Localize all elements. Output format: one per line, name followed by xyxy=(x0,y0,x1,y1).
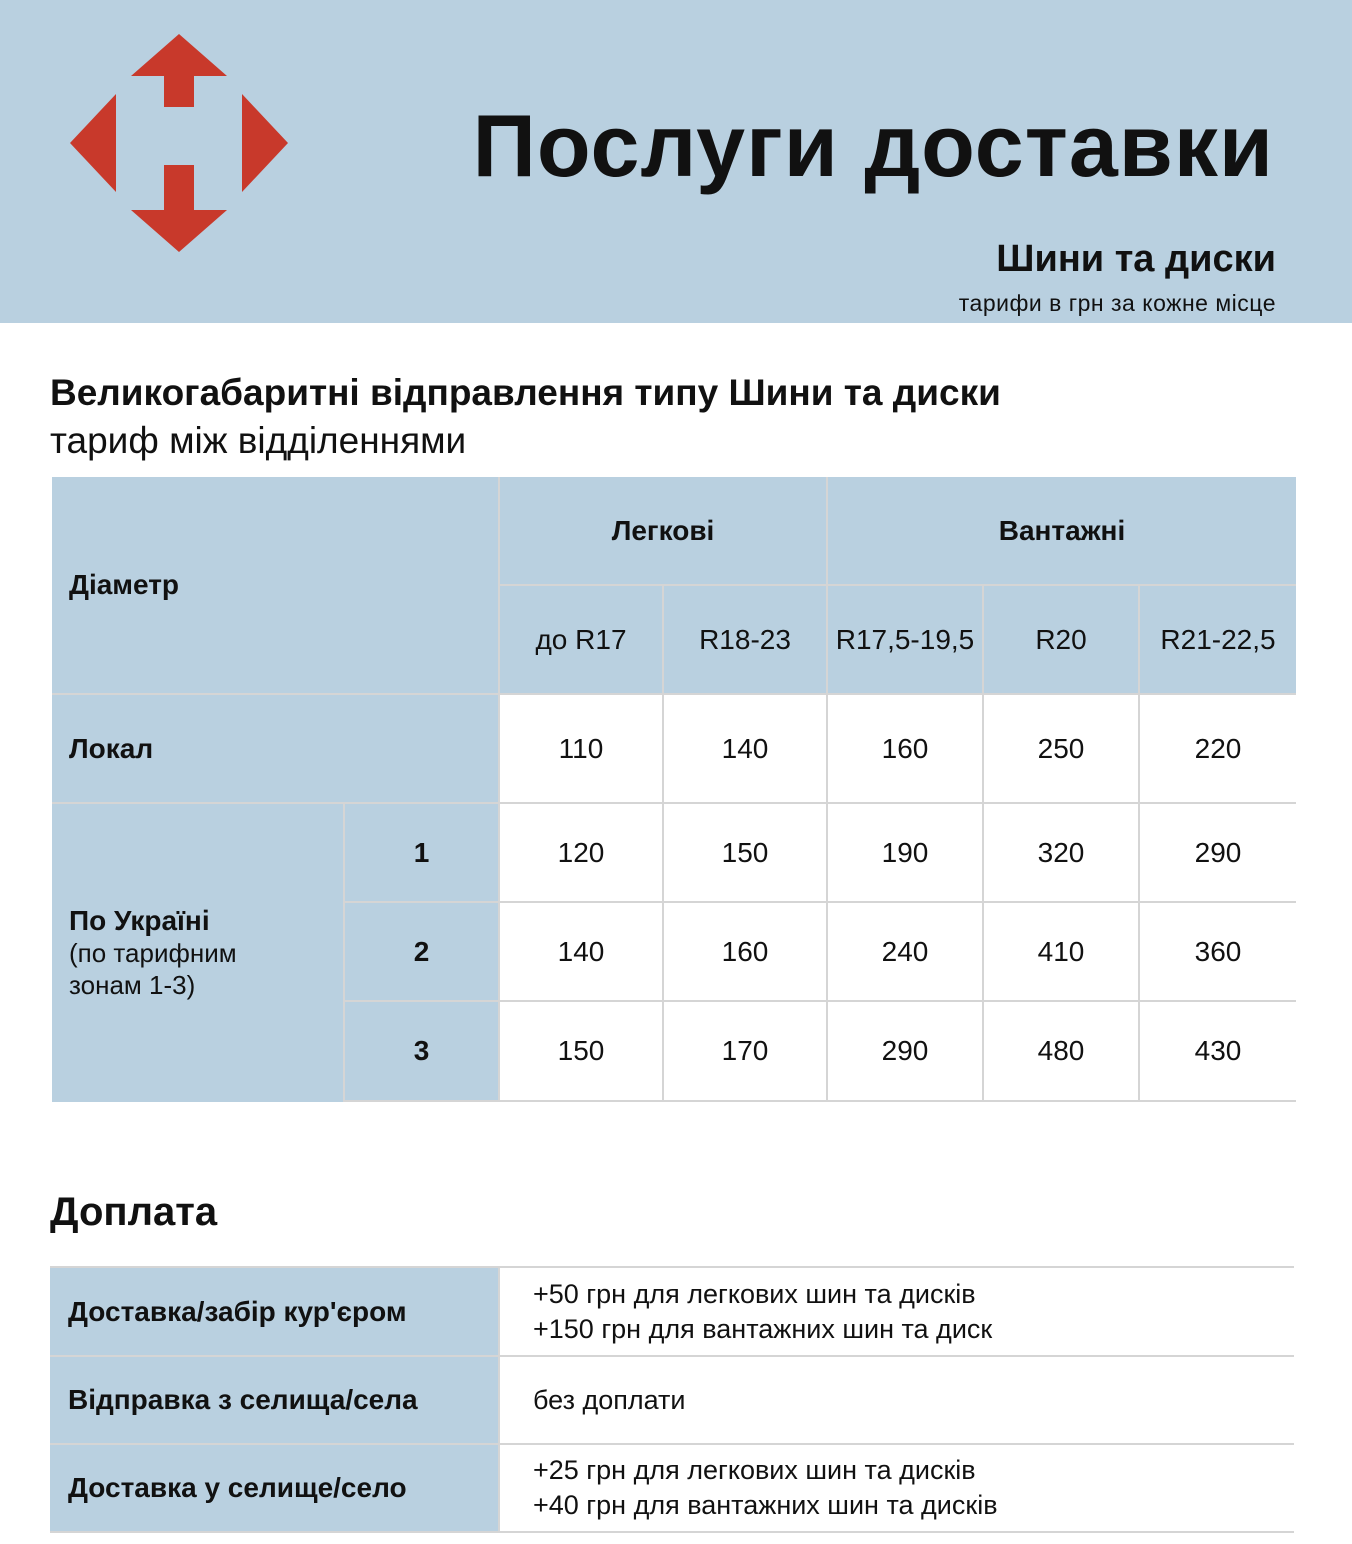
column-header: R18-23 xyxy=(664,586,826,693)
group-header-trucks: Вантажні xyxy=(828,477,1296,584)
table-cell: 170 xyxy=(664,1002,826,1100)
row-label-local: Локал xyxy=(52,695,498,802)
table-cell: 480 xyxy=(984,1002,1138,1100)
surcharge-row xyxy=(50,1357,1294,1443)
page-title: Послуги доставки xyxy=(472,96,1274,195)
table-cell: 430 xyxy=(1140,1002,1296,1100)
column-header: R20 xyxy=(984,586,1138,693)
surcharge-row xyxy=(50,1268,1294,1355)
row-label-ukraine xyxy=(52,804,343,1102)
surcharge-value-line: +25 грн для легкових шин та дисків xyxy=(533,1455,976,1485)
logo-left-chevron xyxy=(70,94,116,192)
table-cell: 220 xyxy=(1140,695,1296,802)
surcharge-value-line: без доплати xyxy=(533,1384,686,1415)
surcharge-label: Доставка/забір кур'єром xyxy=(50,1268,498,1355)
surcharge-label: Відправка з селища/села xyxy=(50,1357,498,1443)
column-header: R21-22,5 xyxy=(1140,586,1296,693)
zone-label: 3 xyxy=(345,1002,498,1100)
surcharge-value-line: +150 грн для вантажних шин та диск xyxy=(533,1313,993,1344)
logo-right-chevron xyxy=(242,94,288,192)
table-cell: 360 xyxy=(1140,903,1296,1000)
table-cell: 320 xyxy=(984,804,1138,901)
tariff-section-subtitle: тариф між відділеннями xyxy=(50,420,467,461)
surcharge-value xyxy=(500,1357,1294,1443)
table-cell: 110 xyxy=(500,695,662,802)
table-cell: 160 xyxy=(828,695,982,802)
table-cell: 290 xyxy=(828,1002,982,1100)
ukraine-sublabel: зонам 1-3) xyxy=(69,970,196,1000)
ukraine-label: По Україні xyxy=(69,905,210,936)
tariff-note: тарифи в грн за кожне місце xyxy=(958,290,1276,316)
logo-arrow-down xyxy=(131,165,227,252)
table-cell: 140 xyxy=(664,695,826,802)
table-cell: 150 xyxy=(500,1002,662,1100)
surcharge-title: Доплата xyxy=(50,1190,218,1234)
table-cell: 140 xyxy=(500,903,662,1000)
surcharge-value-line: +50 грн для легкових шин та дисків xyxy=(533,1278,976,1309)
table-cell: 290 xyxy=(1140,804,1296,901)
table-cell: 240 xyxy=(828,903,982,1000)
table-cell: 150 xyxy=(664,804,826,901)
surcharge-table xyxy=(50,1266,1294,1533)
surcharge-value xyxy=(500,1445,1294,1531)
diameter-header: Діаметр xyxy=(52,477,498,693)
table-cell: 250 xyxy=(984,695,1138,802)
tariff-table xyxy=(52,477,1296,1102)
nova-poshta-logo-icon xyxy=(70,34,288,252)
ukraine-sublabel: (по тарифним xyxy=(69,938,237,968)
page-subtitle: Шини та диски xyxy=(996,238,1276,280)
zone-label: 1 xyxy=(345,804,498,901)
table-cell: 160 xyxy=(664,903,826,1000)
column-header: до R17 xyxy=(500,586,662,693)
tariff-section-title: Великогабаритні відправлення типу Шини та диски xyxy=(50,372,1001,413)
surcharge-value-line: +40 грн для вантажних шин та дисків xyxy=(533,1490,998,1520)
surcharge-label: Доставка у селище/село xyxy=(50,1445,498,1531)
column-header: R17,5-19,5 xyxy=(828,586,982,693)
header-banner xyxy=(0,0,1352,323)
zone-label: 2 xyxy=(345,903,498,1000)
table-cell: 190 xyxy=(828,804,982,901)
surcharge-value xyxy=(500,1268,1294,1355)
table-cell: 120 xyxy=(500,804,662,901)
surcharge-row xyxy=(50,1445,1294,1531)
group-header-cars: Легкові xyxy=(500,477,826,584)
table-cell: 410 xyxy=(984,903,1138,1000)
logo-arrow-up xyxy=(131,34,227,107)
